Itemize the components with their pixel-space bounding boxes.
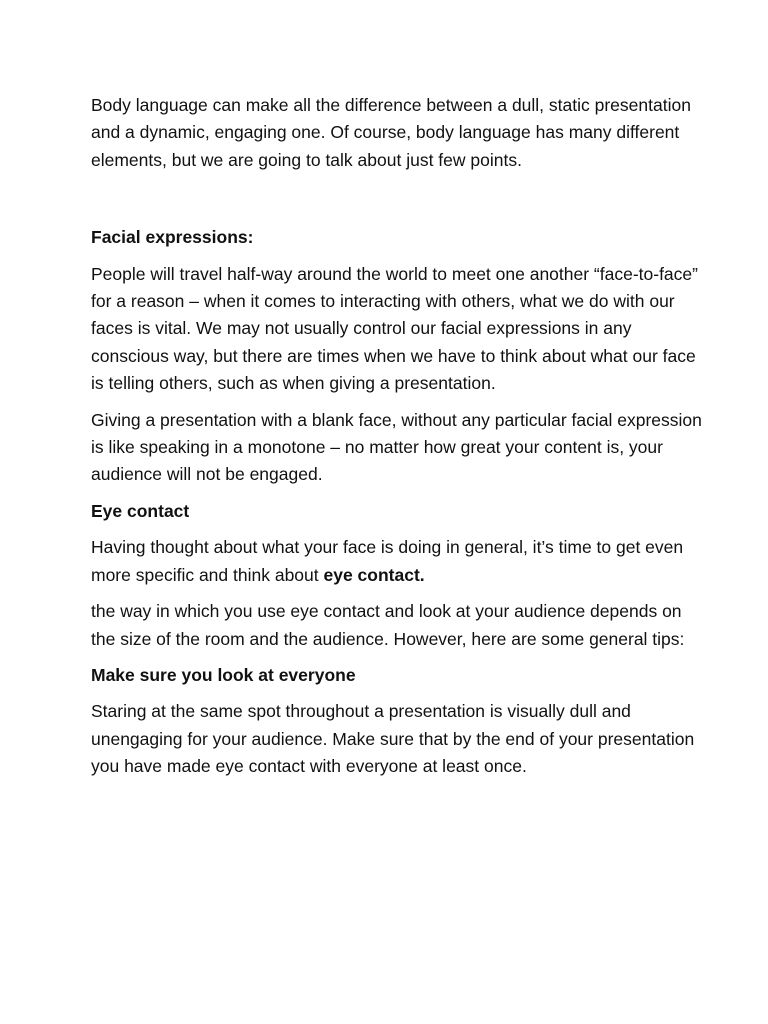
facial-expressions-heading: Facial expressions: bbox=[91, 227, 254, 248]
facial-paragraph-2: Giving a presentation with a blank face, without any particular facial expression is like speaking in a monotone – no matter how great your content is, your audience will not be engaged. bbox=[91, 409, 702, 485]
look-at-everyone-paragraph: Staring at the same spot throughout a presentation is visually dull and unengaging for your audience. Make sure that by the end of your presentation you have made eye contact with everyone at least once. bbox=[91, 701, 695, 777]
facial-paragraph-1: People will travel half-way around the world to meet one another “face-to-face” for a reason – when it comes to interacting with others, what we do with our faces is vital. We may not usually control our facial expressions in any conscious way, but there are times when we have to think about what our face is telling others, such as when giving a presentation. bbox=[91, 263, 698, 394]
eye-contact-paragraph-2: the way in which you use eye contact and look at your audience depends on the size of the room and the audience. However, here are some general tips: bbox=[91, 601, 685, 649]
eye-contact-paragraph-1 bbox=[91, 534, 708, 589]
eye-contact-paragraph-1-text: Having thought about what your face is doing in general, it’s time to get even more specific and think about bbox=[91, 537, 684, 585]
eye-contact-bold-phrase: eye contact. bbox=[323, 564, 425, 585]
intro-paragraph: Body language can make all the difference between a dull, static presentation and a dynamic, engaging one. Of course, body language has many different elements, but we are going to talk about just few points. bbox=[91, 95, 691, 170]
eye-contact-heading: Eye contact bbox=[91, 500, 190, 521]
look-at-everyone-heading: Make sure you look at everyone bbox=[91, 664, 356, 685]
